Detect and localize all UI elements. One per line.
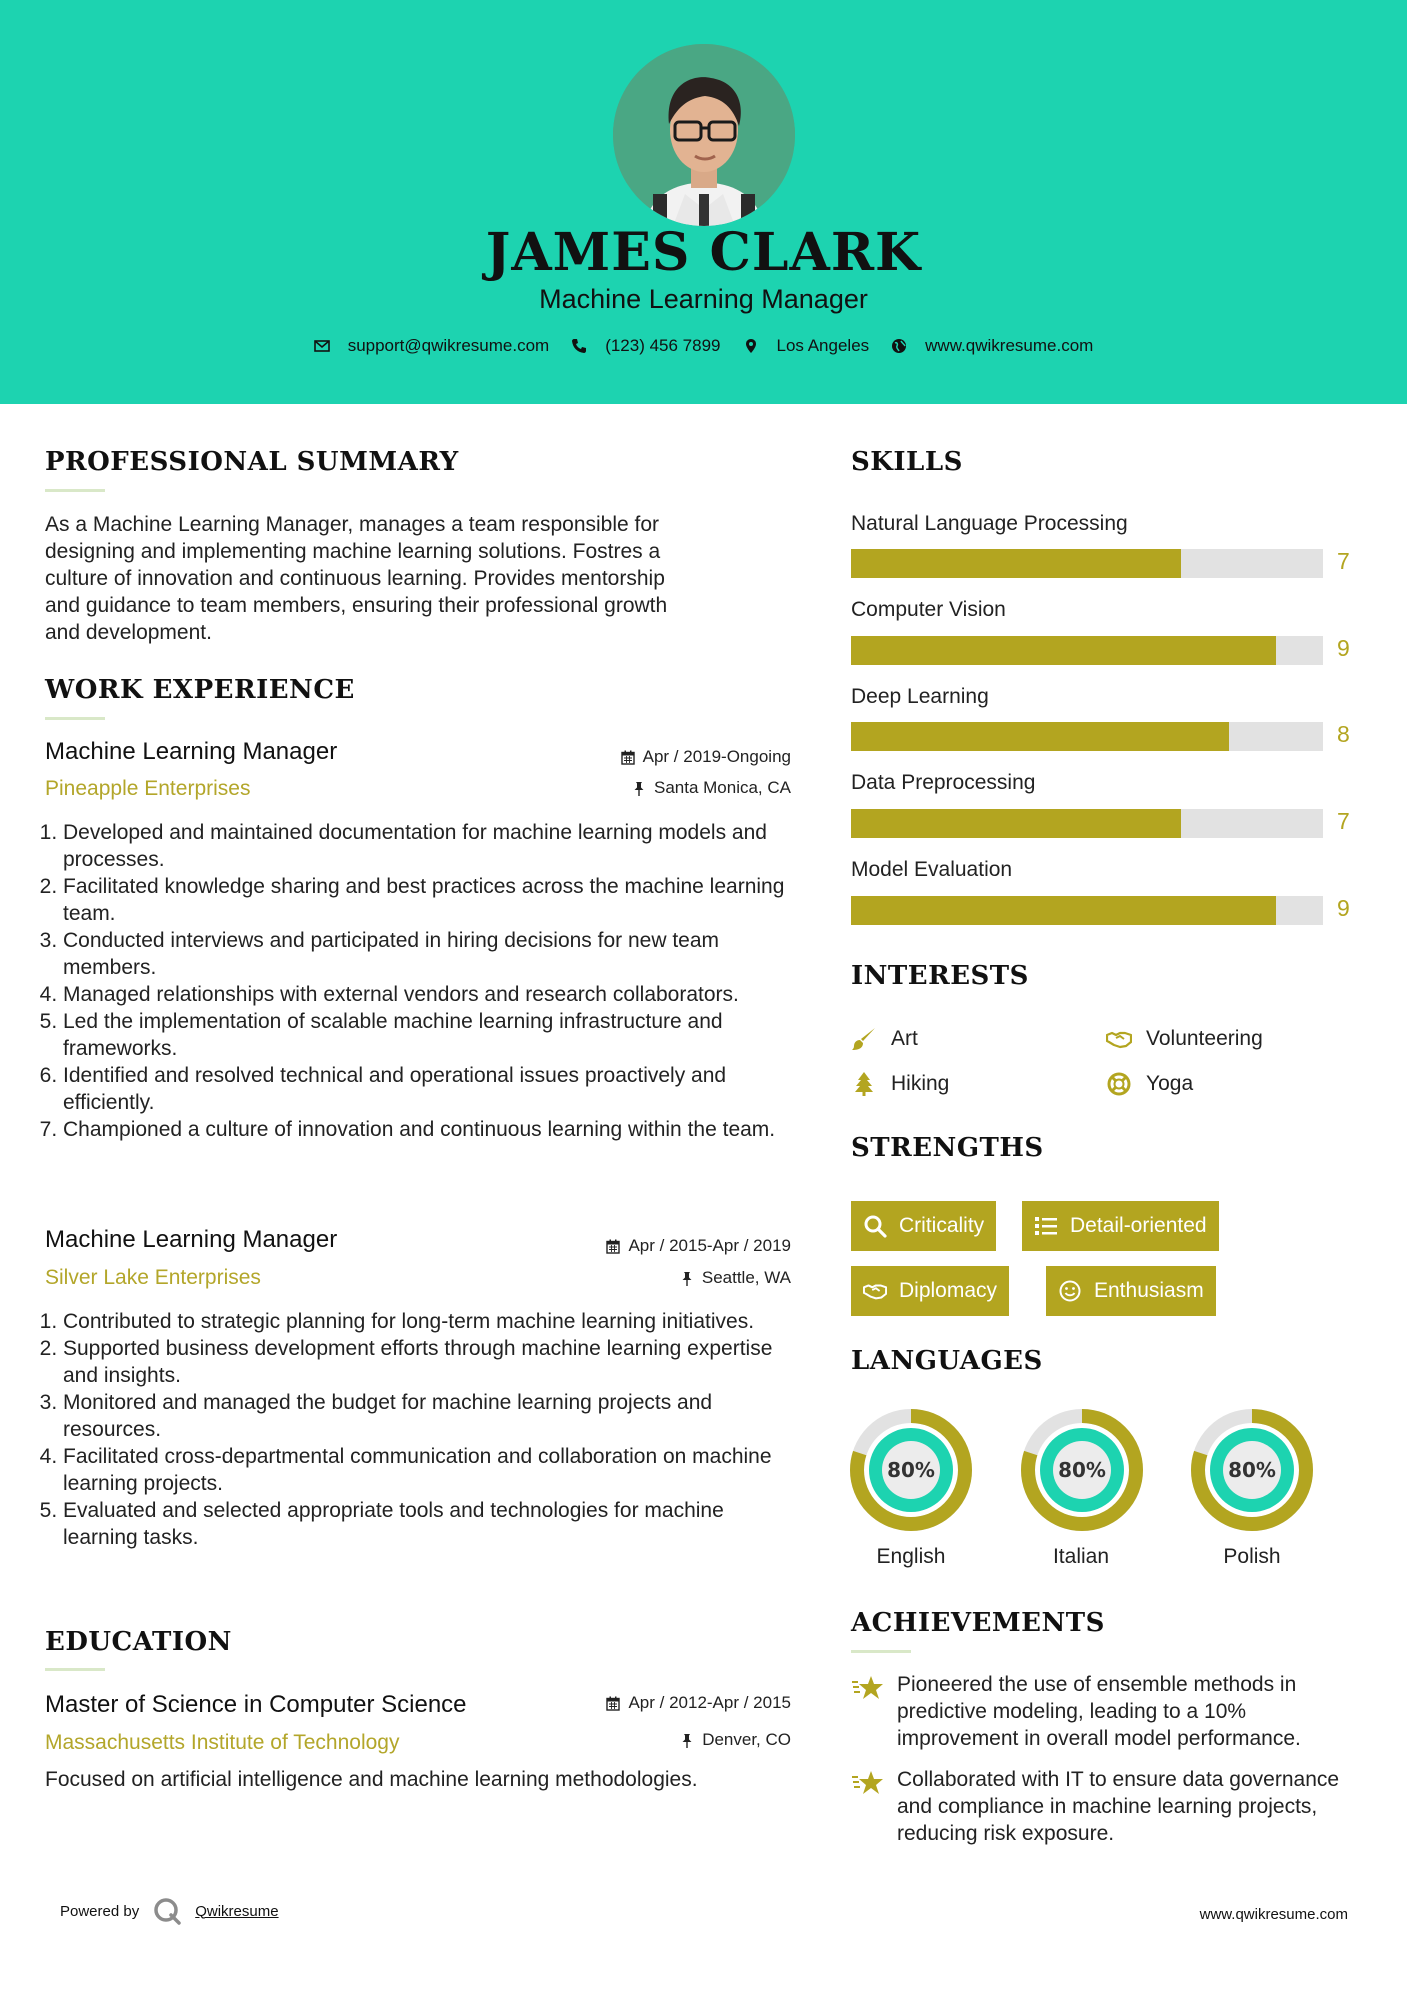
skill-bar-fill: [851, 809, 1181, 838]
skill-value: 9: [1337, 635, 1350, 661]
job-location: [680, 1268, 791, 1288]
skill-bar: [851, 549, 1323, 578]
strength-label: Detail-oriented: [1070, 1214, 1207, 1237]
calendar-icon: [621, 750, 635, 765]
contact-phone[interactable]: [571, 336, 720, 356]
strength-label: Criticality: [899, 1214, 985, 1237]
strength-tag: [851, 1201, 996, 1251]
education-heading: EDUCATION: [45, 1627, 232, 1657]
footer-powered-by: [60, 1897, 279, 1925]
calendar-icon: [606, 1239, 620, 1254]
candidate-title: Machine Learning Manager: [539, 284, 868, 314]
email-text: support@qwikresume.com: [347, 336, 550, 355]
achievement-text: Pioneered the use of ensemble methods in predictive modeling, leading to a 10% improvement in overall model performance.: [897, 1673, 1301, 1750]
job-dates: [606, 1236, 791, 1256]
strength-tag: [851, 1266, 1009, 1316]
pushpin-icon: [680, 1733, 694, 1748]
skill-value: 9: [1337, 895, 1350, 921]
summary-line: and development.: [45, 621, 212, 644]
summary-line: designing and implementing machine learning solutions. Fostres a: [45, 540, 661, 563]
achievement-text: Collaborated with IT to ensure data governance and compliance in machine learning projects, reducing risk exposure.: [897, 1768, 1340, 1845]
language-donut: [849, 1408, 973, 1532]
interest-item: [851, 1071, 949, 1097]
star-award-icon: [851, 1673, 885, 1703]
list-item: 1. Contributed to strategic planning for long-term machine learning initiatives.: [63, 1308, 800, 1335]
strength-tag: [1046, 1266, 1216, 1316]
qwikresume-logo-icon: [153, 1897, 181, 1925]
job-dates: [621, 747, 791, 767]
language-donut: [1190, 1408, 1314, 1532]
skill-bar: [851, 722, 1323, 751]
list-item: 4. Managed relationships with external vendors and research collaborators.: [63, 981, 800, 1008]
language-donut: [1020, 1408, 1144, 1532]
person-portrait-icon: [613, 44, 795, 226]
interest-item: [1106, 1026, 1263, 1052]
list-item: 4. Facilitated cross-departmental communication and collaboration on machine learning projects.: [63, 1443, 800, 1497]
location-text: Los Angeles: [776, 336, 870, 355]
language-gauge: [1190, 1408, 1314, 1532]
interest-item: [851, 1026, 918, 1052]
phone-icon: [571, 338, 587, 354]
list-item: 1. Developed and maintained documentation for machine learning models and processes.: [63, 819, 800, 873]
education-location-text: Denver, CO: [702, 1730, 791, 1749]
job-dates-text: Apr / 2019-Ongoing: [642, 747, 791, 766]
education-description: Focused on artificial intelligence and machine learning methodologies.: [45, 1768, 698, 1791]
paintbrush-icon: [851, 1026, 877, 1052]
header-banner: [0, 0, 1407, 404]
job-responsibilities: [40, 819, 800, 1143]
qwikresume-link[interactable]: Qwikresume: [195, 1902, 279, 1920]
job-company: Pineapple Enterprises: [45, 777, 251, 800]
skill-label: Computer Vision: [851, 598, 1006, 621]
skill-bar: [851, 896, 1323, 925]
interest-item: [1106, 1071, 1193, 1097]
skill-value: 7: [1337, 548, 1350, 574]
education-school: Massachusetts Institute of Technology: [45, 1731, 400, 1754]
interest-label: Yoga: [1146, 1072, 1194, 1095]
job-location-text: Seattle, WA: [701, 1268, 791, 1287]
pushpin-icon: [632, 781, 646, 796]
summary-line: culture of innovation and continuous learning. Provides mentorship: [45, 567, 665, 590]
job-location-text: Santa Monica, CA: [653, 778, 791, 797]
calendar-icon: [606, 1696, 620, 1711]
phone-text: (123) 456 7899: [605, 336, 721, 355]
education-dates-text: Apr / 2012-Apr / 2015: [628, 1693, 791, 1712]
profile-photo: [613, 44, 795, 226]
strength-tag: [1022, 1201, 1219, 1251]
star-award-icon: [851, 1768, 885, 1798]
language-label: Polish: [1223, 1545, 1281, 1568]
envelope-icon: [314, 338, 330, 354]
contact-website[interactable]: [891, 336, 1093, 356]
skill-bar: [851, 809, 1323, 838]
achievement-item: [851, 1671, 1371, 1752]
interests-heading: INTERESTS: [851, 961, 1029, 991]
tree-icon: [851, 1071, 877, 1097]
skill-label: Data Preprocessing: [851, 771, 1036, 794]
powered-by-text: Powered by: [60, 1902, 140, 1920]
experience-heading: WORK EXPERIENCE: [45, 675, 355, 705]
interest-label: Art: [891, 1027, 918, 1050]
interest-label: Hiking: [891, 1072, 950, 1095]
achievements-divider: [851, 1650, 911, 1653]
summary-heading: PROFESSIONAL SUMMARY: [45, 447, 459, 477]
website-text: www.qwikresume.com: [925, 336, 1094, 355]
education-divider: [45, 1668, 105, 1671]
candidate-name: JAMES CLARK: [485, 222, 922, 283]
achievements-heading: ACHIEVEMENTS: [851, 1608, 1105, 1638]
summary-line: and guidance to team members, ensuring their professional growth: [45, 594, 668, 617]
globe-icon: [891, 338, 907, 354]
language-gauge: [1020, 1408, 1144, 1532]
list-item: 3. Monitored and managed the budget for machine learning projects and resources.: [63, 1389, 800, 1443]
map-marker-icon: [743, 338, 759, 354]
languages-heading: LANGUAGES: [851, 1346, 1043, 1376]
handshake-icon: [1106, 1026, 1132, 1052]
job-title: Machine Learning Manager: [45, 1226, 338, 1253]
list-icon: [1034, 1214, 1058, 1238]
smile-icon: [1058, 1279, 1082, 1303]
skill-label: Deep Learning: [851, 685, 989, 708]
summary-divider: [45, 489, 105, 492]
skill-bar: [851, 636, 1323, 665]
achievement-item: [851, 1766, 1371, 1847]
language-label: English: [876, 1545, 946, 1568]
skill-bar-fill: [851, 722, 1229, 751]
list-item: 2. Supported business development efforts through machine learning expertise and insights.: [63, 1335, 800, 1389]
strength-label: Enthusiasm: [1094, 1279, 1204, 1302]
skill-value: 7: [1337, 808, 1350, 834]
job-responsibilities: [40, 1308, 800, 1551]
job-company: Silver Lake Enterprises: [45, 1266, 261, 1289]
list-item: 7. Championed a culture of innovation and continuous learning within the team.: [63, 1116, 800, 1143]
skill-label: Natural Language Processing: [851, 512, 1128, 535]
job-location: [632, 778, 791, 798]
summary-text: [45, 511, 805, 646]
skills-heading: SKILLS: [851, 447, 963, 477]
list-item: 6. Identified and resolved technical and operational issues proactively and efficiently.: [63, 1062, 800, 1116]
education-location: [680, 1730, 791, 1750]
summary-line: As a Machine Learning Manager, manages a team responsible for: [45, 513, 660, 536]
contact-location: [743, 336, 870, 356]
donut-percent-text: 80%: [887, 1458, 935, 1482]
list-item: 5. Led the implementation of scalable machine learning infrastructure and frameworks.: [63, 1008, 800, 1062]
search-icon: [863, 1214, 887, 1238]
education-dates: [606, 1693, 791, 1713]
strengths-heading: STRENGTHS: [851, 1133, 1044, 1163]
skill-bar-fill: [851, 896, 1276, 925]
contact-bar: [0, 336, 1407, 356]
list-item: 3. Conducted interviews and participated in hiring decisions for new team members.: [63, 927, 800, 981]
footer-website[interactable]: www.qwikresume.com: [1199, 1906, 1348, 1923]
donut-percent-text: 80%: [1058, 1458, 1106, 1482]
handshake-icon: [863, 1279, 887, 1303]
list-item: 5. Evaluated and selected appropriate tools and technologies for machine learning tasks.: [63, 1497, 800, 1551]
skill-bar-fill: [851, 636, 1276, 665]
contact-email[interactable]: [314, 336, 550, 356]
pushpin-icon: [680, 1271, 694, 1286]
strength-label: Diplomacy: [899, 1279, 998, 1302]
language-label: Italian: [1052, 1545, 1110, 1568]
job-title: Machine Learning Manager: [45, 738, 338, 765]
list-item: 2. Facilitated knowledge sharing and best practices across the machine learning team.: [63, 873, 800, 927]
donut-percent-text: 80%: [1228, 1458, 1276, 1482]
interest-label: Volunteering: [1146, 1027, 1263, 1050]
language-gauge: [849, 1408, 973, 1532]
education-degree: Master of Science in Computer Science: [45, 1691, 467, 1718]
skill-bar-fill: [851, 549, 1181, 578]
experience-divider: [45, 717, 105, 720]
lifering-icon: [1106, 1071, 1132, 1097]
skill-label: Model Evaluation: [851, 858, 1013, 881]
skill-value: 8: [1337, 721, 1350, 747]
job-dates-text: Apr / 2015-Apr / 2019: [628, 1236, 791, 1255]
